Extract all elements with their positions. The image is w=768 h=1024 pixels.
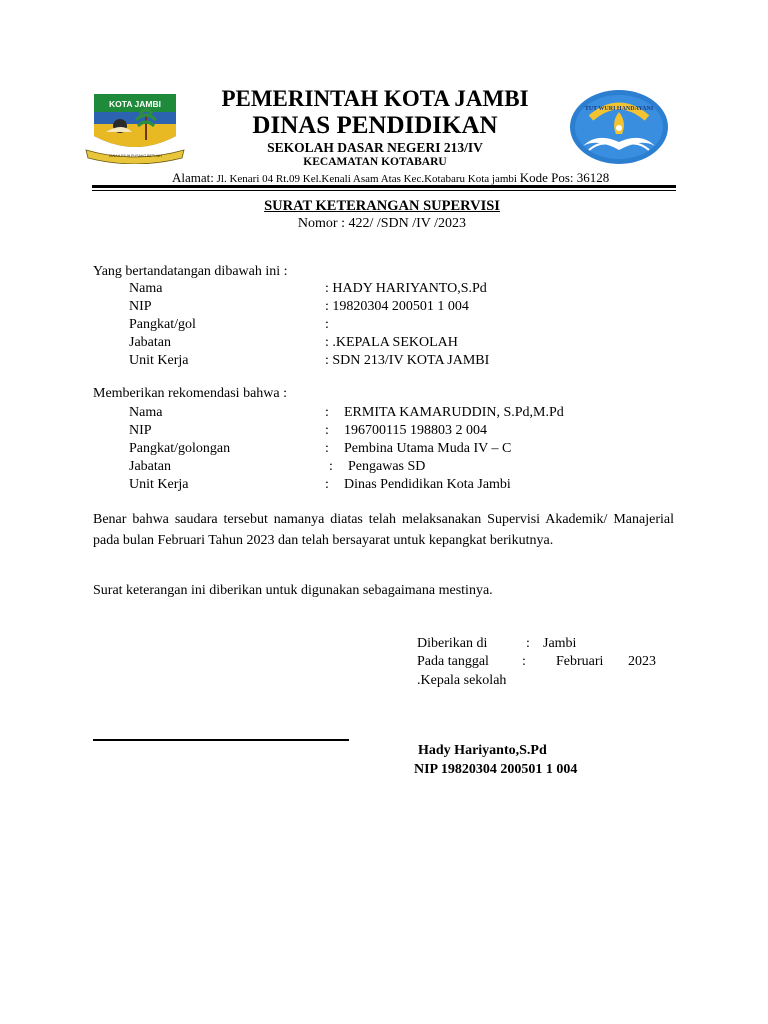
postal-code: Kode Pos: 36128 bbox=[519, 170, 610, 185]
recipient-intro: Memberikan rekomendasi bahwa : bbox=[93, 386, 287, 401]
letterhead-line3: SEKOLAH DASAR NEGERI 213/IV bbox=[267, 140, 483, 155]
address-text: Jl. Kenari 04 Rt.09 Kel.Kenali Asam Atas Kec.Kotabaru Kota jambi bbox=[213, 173, 520, 185]
letterhead-line4: KECAMATAN KOTABARU bbox=[303, 156, 447, 168]
letterhead-line1: PEMERINTAH KOTA JAMBI bbox=[221, 86, 529, 111]
signature-line bbox=[93, 739, 349, 741]
letterhead-rule-thin bbox=[92, 190, 676, 191]
signer-label: Pangkat/gol bbox=[129, 317, 196, 332]
recipient-colon: : bbox=[325, 423, 329, 438]
recipient-label: Unit Kerja bbox=[129, 477, 189, 492]
signer-label: Unit Kerja bbox=[129, 353, 189, 368]
recipient-value: Pembina Utama Muda IV – C bbox=[344, 441, 512, 456]
recipient-colon: : bbox=[325, 405, 329, 420]
recipient-colon: : bbox=[325, 441, 329, 456]
document-title: SURAT KETERANGAN SUPERVISI bbox=[264, 198, 500, 214]
document-number: Nomor : 422/ /SDN /IV /2023 bbox=[297, 216, 467, 231]
letterhead-address bbox=[172, 170, 609, 186]
recipient-value: ERMITA KAMARUDDIN, S.Pd,M.Pd bbox=[344, 405, 564, 420]
logo-left-title: KOTA JAMBI bbox=[109, 99, 161, 109]
signer-value: : SDN 213/IV KOTA JAMBI bbox=[325, 353, 490, 368]
address-label: Alamat: bbox=[172, 170, 214, 185]
recipient-label: Nama bbox=[129, 405, 163, 420]
date-year: 2023 bbox=[628, 654, 656, 669]
recipient-value: Dinas Pendidikan Kota Jambi bbox=[344, 477, 511, 492]
signer-value: : 19820304 200501 1 004 bbox=[325, 299, 469, 314]
date-colon: : bbox=[522, 654, 526, 669]
logo-right-motto: TUT WURI HANDAYANI bbox=[584, 106, 654, 112]
signer-position: .Kepala sekolah bbox=[417, 673, 507, 688]
recipient-value: Pengawas SD bbox=[348, 459, 426, 474]
letterhead-line2: DINAS PENDIDIKAN bbox=[252, 112, 498, 139]
signer-label: NIP bbox=[129, 299, 152, 314]
signer-intro: Yang bertandatangan dibawah ini : bbox=[93, 264, 288, 279]
recipient-label: Jabatan bbox=[129, 459, 171, 474]
signer-value: : .KEPALA SEKOLAH bbox=[325, 335, 458, 350]
recipient-label: Pangkat/golongan bbox=[129, 441, 231, 456]
recipient-value: 196700115 198803 2 004 bbox=[344, 423, 487, 438]
recipient-colon: : bbox=[329, 459, 333, 474]
date-month: Februari bbox=[556, 654, 604, 669]
date-label: Pada tanggal bbox=[417, 654, 489, 669]
given-at-value: Jambi bbox=[543, 636, 577, 651]
statement-paragraph: Benar bahwa saudara tersebut namanya diatas telah melaksanakan Supervisi Akademik/ Manajerial pada bulan Februari Tahun 2023 dan telah bersayarat untuk kepangkat berikutnya. bbox=[93, 512, 674, 548]
given-at-colon: : bbox=[526, 636, 530, 651]
letterhead-rule-thick bbox=[92, 185, 676, 188]
recipient-colon: : bbox=[325, 477, 329, 492]
signer-label: Nama bbox=[129, 281, 163, 296]
signer-value: : HADY HARIYANTO,S.Pd bbox=[325, 281, 487, 296]
signer-label: Jabatan bbox=[129, 335, 171, 350]
given-at-label: Diberikan di bbox=[417, 636, 488, 651]
signer-value: : bbox=[325, 317, 329, 332]
closing-paragraph: Surat keterangan ini diberikan untuk digunakan sebagaimana mestinya. bbox=[93, 583, 493, 598]
recipient-label: NIP bbox=[129, 423, 152, 438]
logo-left-motto: TANAH PILIH PUSAKO BETUAH bbox=[108, 154, 162, 158]
signer-name: Hady Hariyanto,S.Pd bbox=[418, 743, 547, 758]
signer-nip: NIP 19820304 200501 1 004 bbox=[414, 762, 578, 777]
